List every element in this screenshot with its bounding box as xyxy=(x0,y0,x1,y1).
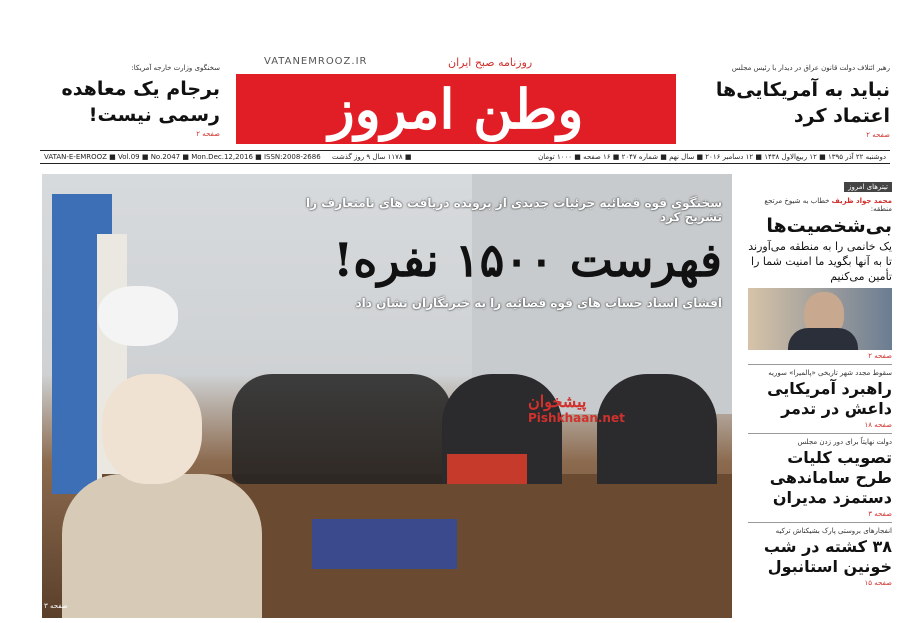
story-2-headline[interactable]: راهبرد آمریکایی داعش در تدمر xyxy=(767,379,892,418)
dateline-mid: ■ ۱۱۷۸ سال ۹ روز گذشت xyxy=(332,153,412,161)
left-teaser[interactable] xyxy=(40,64,220,138)
story-3-headline[interactable]: تصویب کلیات طرح ساماندهی دستمزد مدیران xyxy=(769,448,892,507)
column-story-4[interactable] xyxy=(748,527,892,587)
photo-speaker-robe xyxy=(62,474,262,618)
photo-document-books xyxy=(312,519,457,569)
column-story-3[interactable] xyxy=(748,438,892,518)
masthead-tagline: روزنامه صبح ایران xyxy=(448,56,533,69)
right-teaser-headline[interactable]: نباید به آمریکایی‌ها اعتماد کرد xyxy=(715,79,890,127)
lead-supertitle: سخنگوی قوه قضائیه جزئیات جدیدی از پرونده دریافت های نامتعارف را تشریح کرد xyxy=(306,196,722,224)
photo-red-book xyxy=(447,454,527,484)
right-teaser-page-ref: صفحه ۲ xyxy=(866,131,890,139)
story-1-kicker-text: خطاب به شیوخ مرتجع منطقه: xyxy=(764,197,892,213)
column-divider xyxy=(748,522,892,523)
masthead-logo: وطن امروز xyxy=(236,74,676,144)
column-story-1[interactable] xyxy=(748,197,892,360)
lead-headline[interactable]: فهرست ۱۵۰۰ نفره! xyxy=(333,233,722,287)
story-4-kicker: انفجارهای بروستی پارک بشیکتاش ترکیه xyxy=(775,527,892,535)
story-2-kicker: سقوط مجدد شهر تاریخی «پالمیرا» سوریه xyxy=(768,369,892,377)
right-teaser-kicker: رهبر ائتلاف دولت قانون عراق در دیدار با رئیس مجلس xyxy=(731,64,890,72)
story-1-headline[interactable]: بی‌شخصیت‌ها xyxy=(766,215,892,237)
story-1-photo xyxy=(748,288,892,350)
story-3-page-ref: صفحه ۳ xyxy=(868,510,892,518)
column-story-2[interactable] xyxy=(748,369,892,429)
photo-microphones xyxy=(232,374,452,484)
watermark-en: Pishkhaan.net xyxy=(528,411,625,425)
column-divider xyxy=(748,364,892,365)
story-1-kicker-name: محمد جواد ظریف xyxy=(831,197,892,205)
lead-overlay xyxy=(292,196,722,310)
lead-photo[interactable] xyxy=(42,174,732,618)
masthead xyxy=(236,48,676,148)
dateline-right: دوشنبه ۲۲ آذر ۱۳۹۵ ■ ۱۲ ربیع‌الاول ۱۴۳۸ ■ ۱۲ دسامبر ۲۰۱۶ ■ سال نهم ■ شماره ۲۰۴۷ ■ ۱۶ صفحه ■ ۱۰۰۰ تومان xyxy=(538,153,886,161)
story-1-photo-suit xyxy=(788,328,858,350)
story-1-body: یک خانمی را به منطقه می‌آورند تا به آنها بگوید ما امنیت شما را تأمین می‌کنیم xyxy=(748,240,892,283)
column-divider xyxy=(748,433,892,434)
left-teaser-headline[interactable]: برجام یک معاهده رسمی نیست! xyxy=(61,78,220,126)
story-2-page-ref: صفحه ۱۸ xyxy=(864,421,892,429)
left-teaser-page-ref: صفحه ۲ xyxy=(196,130,220,138)
photo-page-ref: صفحه ۳ xyxy=(44,602,68,610)
photo-speaker-face xyxy=(102,374,202,484)
story-3-kicker: دولت نهایتاً برای دور زدن مجلس xyxy=(797,438,892,446)
story-1-kicker xyxy=(748,197,892,213)
masthead-site: VATANEMROOZ.IR xyxy=(264,56,368,67)
story-4-page-ref: صفحه ۱۵ xyxy=(864,579,892,587)
photo-official-2 xyxy=(597,374,717,484)
watermark-fa: پیشخوان xyxy=(528,392,587,411)
headlines-column xyxy=(748,174,892,587)
photo-speaker-turban xyxy=(98,286,178,346)
watermark xyxy=(528,392,628,425)
dateline-left: VATAN-E-EMROOZ ■ Vol.09 ■ No.2047 ■ Mon.Dec.12,2016 ■ ISSN:2008-2686 xyxy=(44,153,321,161)
column-label: تیترهای امروز xyxy=(844,182,892,192)
story-1-page-ref: صفحه ۲ xyxy=(868,352,892,360)
story-4-headline[interactable]: ۳۸ کشته در شب خونین استانبول xyxy=(763,537,892,576)
dateline xyxy=(40,150,890,164)
right-teaser[interactable] xyxy=(678,64,890,139)
lead-subtitle: افشای اسناد حساب های قوه قضائیه را به خبرنگاران نشان داد xyxy=(355,296,722,310)
left-teaser-kicker: سخنگوی وزارت خارجه آمریکا: xyxy=(131,64,220,72)
